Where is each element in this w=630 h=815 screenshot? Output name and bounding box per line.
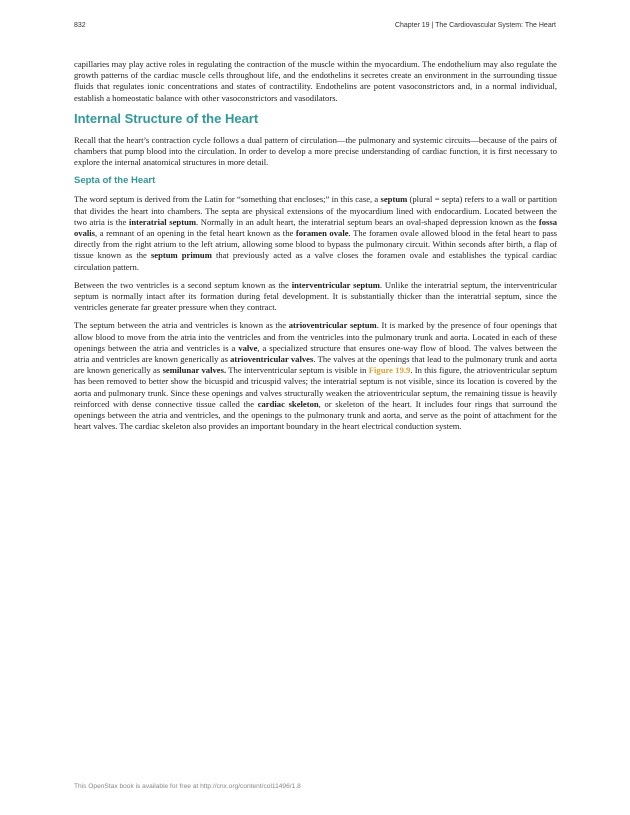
subsection-heading: Septa of the Heart <box>74 175 156 187</box>
page-body <box>74 59 557 439</box>
septum-paragraph <box>74 194 557 272</box>
text-run: . The foramen ovale allowed blood in the fetal heart to pass directly from the right atrium to the left atrium, allowing some blood to bypass the pulmonary circuit. Within seconds after birth, a flap of tissue known as the <box>74 228 558 261</box>
text-run: . The valves at the openings that lead to the pulmonary trunk and aorta are known generically as <box>74 354 557 376</box>
text-run: The interventricular septum is visible in <box>226 365 369 376</box>
term-septum: septum <box>380 194 408 205</box>
atrioventricular-paragraph <box>74 320 557 432</box>
text-run: , a remnant of an opening in the fetal heart known as the <box>95 228 296 239</box>
page-header <box>74 22 556 34</box>
term-interatrial-septum: interatrial septum <box>128 216 197 227</box>
section-paragraph: Recall that the heart’s contraction cycle follows a dual pattern of circulation—the pulmonary and systemic circuits—because of the pairs of chambers that pump blood into the circulation. In order to develop a more precise understanding of cardiac function, it is first necessary to explore the internal anatomical structures in more detail. <box>74 134 557 168</box>
chapter-title: Chapter 19 | The Cardiovascular System: The Heart <box>394 22 556 29</box>
text-run: , or skeleton of the heart. It includes four rings that surround the openings between the atria and ventricles, and the openings to the pulmonary trunk and aorta, and serve as the point of attachment for the heart valves. The cardiac skeleton also provides an important boundary in the heart electrical conduction system. <box>74 398 558 432</box>
figure-link[interactable]: Figure 19.9 <box>368 365 411 376</box>
term-cardiac-skeleton: cardiac skeleton <box>257 398 319 409</box>
term-fossa-ovalis: fossa ovalis <box>74 216 558 239</box>
page-number: 832 <box>74 22 86 29</box>
term-interventricular-septum: interventricular septum <box>291 279 380 290</box>
text-run: that previously acted as a valve closes the foramen ovale and establishes the typical cardiac circulation pattern. <box>74 250 557 272</box>
intro-paragraph: capillaries may play active roles in regulating the contraction of the muscle within the myocardium. The endothelium may also regulate the growth patterns of the cardiac muscle cells throughout life, and the endothelins it secretes create an environment in the surrounding tissue fluids that regulates ionic concentrations and states of contractility. Endothelins are potent vasoconstrictors and, in a normal individual, establish a homeostatic balance with other vasoconstrictors and vasodilators. <box>74 59 557 103</box>
term-septum-primum: septum primum <box>150 250 212 261</box>
section-heading: Internal Structure of the Heart <box>74 110 259 126</box>
term-atrioventricular-septum: atrioventricular septum <box>288 320 377 331</box>
text-run: Between the two ventricles is a second septum known as the <box>74 279 292 290</box>
term-atrioventricular-valves: atrioventricular valves <box>230 354 314 365</box>
term-valve: valve <box>238 342 258 353</box>
page-footer: This OpenStax book is available for free at http://cnx.org/content/col11496/1.8 <box>74 783 301 790</box>
text-run: . In this figure, the atrioventricular septum has been removed to better show the bicuspid and tricuspid valves; the interatrial septum is not visible, since its location is covered by the aorta and pulmonary trunk. Since these openings and valves structurally weaken the atrioventricular septum, the remaining tissue is heavily reinforced with dense connective tissue called the <box>74 365 558 409</box>
text-run: . Unlike the interatrial septum, the interventricular septum is normally intact after its formation during fetal development. It is substantially thicker than the interatrial septum, since the ventricles generate far greater pressure when they contract. <box>74 279 558 313</box>
text-run: . Normally in an adult heart, the interatrial septum bears an oval-shaped depression known as the <box>196 216 539 227</box>
text-run: The septum between the atria and ventricles is known as the <box>74 320 289 331</box>
text-run: . It is marked by the presence of four openings that allow blood to move from the atria into the ventricles and from the ventricles into the pulmonary trunk and aorta. Located in each of these openings between the atria and ventricles is a <box>74 320 557 353</box>
text-run: , a specialized structure that ensures one-way flow of blood. The valves between the atria and ventricles are known generically as <box>74 342 557 365</box>
text-run: The word septum is derived from the Latin for “something that encloses;” in this case, a <box>74 194 381 205</box>
term-foramen-ovale: foramen ovale <box>295 228 349 239</box>
interventricular-paragraph <box>74 280 557 314</box>
text-run: (plural = septa) refers to a wall or partition that divides the heart into chambers. The septa are physical extensions of the myocardium lined with endocardium. Located between the two atria is the <box>74 194 557 227</box>
term-semilunar-valves: semilunar valves. <box>162 365 227 376</box>
